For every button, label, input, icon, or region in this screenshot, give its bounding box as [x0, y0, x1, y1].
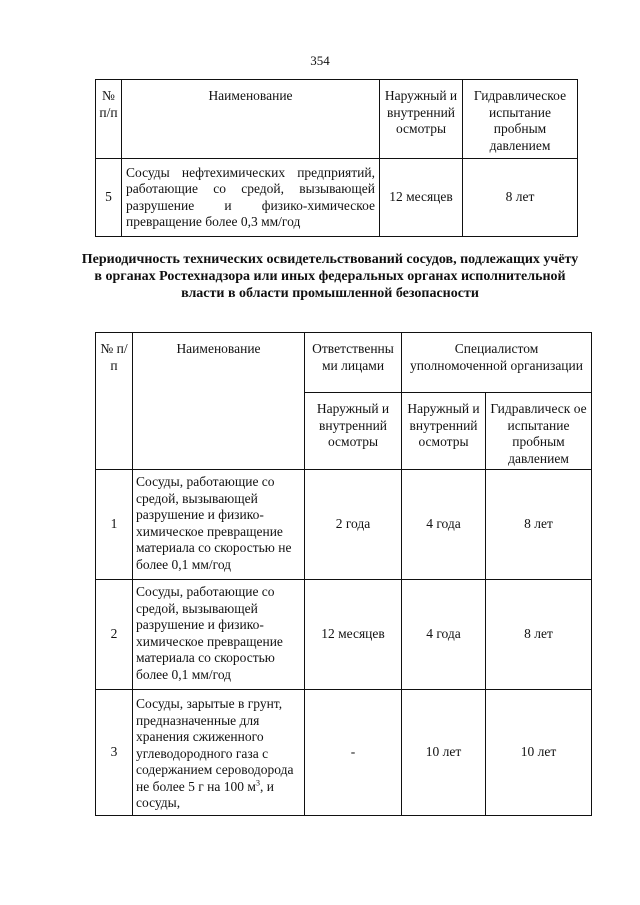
row-responsible-visual: - [305, 690, 402, 816]
row-num: 2 [96, 580, 133, 690]
row-visual-inspection: 12 месяцев [380, 159, 463, 237]
row-hydraulic-test: 8 лет [463, 159, 578, 237]
row-name-main: Сосуды, зарытые в грунт, предназначенные для хранения сжиженного углеводородного газа с содержанием сероводорода не более 5 г на 100 м [136, 696, 294, 794]
table-row [96, 580, 592, 690]
header-hydraulic-test: Гидравлическое испытание пробным давлением [463, 80, 578, 159]
header-specialist-visual: Наружный и внутренний осмотры [402, 393, 486, 470]
row-specialist-hydraulic: 10 лет [486, 690, 592, 816]
periodicity-table-continued [95, 79, 578, 237]
header-specialist: Специалистом уполномоченной организации [402, 333, 592, 393]
row-num: 3 [96, 690, 133, 816]
table-header-row [96, 80, 578, 159]
header-name: Наименование [122, 80, 380, 159]
table-row [96, 470, 592, 580]
header-num: № п/п [96, 80, 122, 159]
row-specialist-visual: 10 лет [402, 690, 486, 816]
row-num: 5 [96, 159, 122, 237]
row-responsible-visual: 12 месяцев [305, 580, 402, 690]
table-row [96, 159, 578, 237]
row-name-superscript: 3 [255, 778, 260, 787]
row-specialist-hydraulic: 8 лет [486, 580, 592, 690]
header-responsible-visual: Наружный и внутренний осмотры [305, 393, 402, 470]
header-visual-inspection: Наружный и внутренний осмотры [380, 80, 463, 159]
table-header-row [96, 333, 592, 393]
row-specialist-hydraulic: 8 лет [486, 470, 592, 580]
row-num: 1 [96, 470, 133, 580]
header-specialist-hydraulic: Гидравлическ ое испытание пробным давлением [486, 393, 592, 470]
row-name [122, 159, 380, 237]
row-name: Сосуды, работающие со средой, вызывающей разрушение и физико-химическое превращение материала со скоростью не более 0,1 мм/год [133, 470, 305, 580]
row-name-tail: , и сосуды, [136, 778, 274, 810]
row-name-line: работающие со средой, вызывающей [126, 181, 375, 196]
row-name [133, 690, 305, 816]
row-name-line: разрушение и физико-химическое [126, 197, 375, 213]
header-name: Наименование [133, 333, 305, 470]
row-name-line: превращение более 0,3 мм/год [126, 214, 301, 229]
section-title: Периодичность технических освидетельствований сосудов, подлежащих учёту в органах Ростехнадзора или иных федеральных органах исполнительной власти в области промышленной безопасности [81, 252, 579, 301]
row-name: Сосуды, работающие со средой, вызывающей разрушение и физико-химическое превращение материала со скоростью более 0,1 мм/год [133, 580, 305, 690]
table-row [96, 690, 592, 816]
row-responsible-visual: 2 года [305, 470, 402, 580]
row-name-line: Сосуды нефтехимических предприятий, [126, 164, 375, 180]
row-specialist-visual: 4 года [402, 470, 486, 580]
header-num: № п/п [96, 333, 133, 470]
registered-vessels-table [95, 332, 592, 816]
header-responsible: Ответственны ми лицами [305, 333, 402, 393]
row-specialist-visual: 4 года [402, 580, 486, 690]
page-number: 354 [310, 53, 330, 68]
